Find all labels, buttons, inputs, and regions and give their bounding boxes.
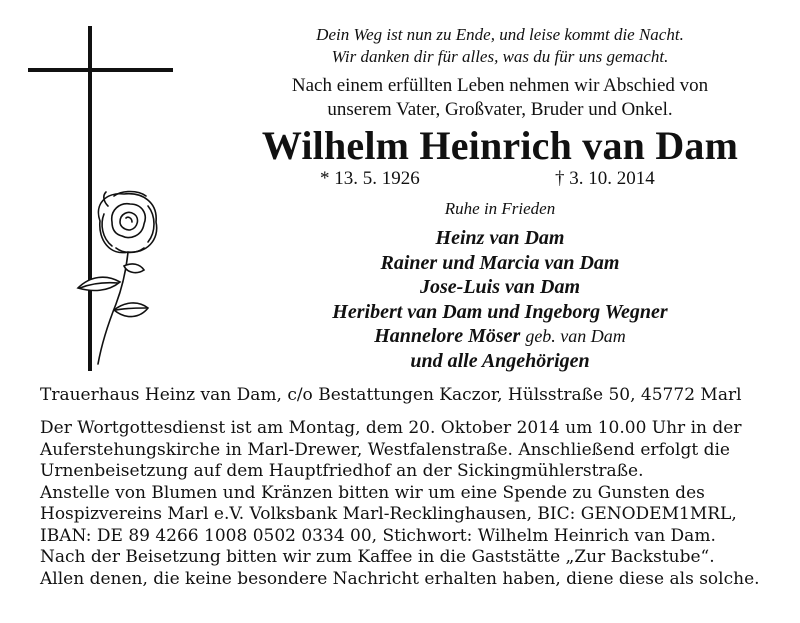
- mourner: Heribert van Dam und Ingeborg Wegner: [332, 300, 668, 323]
- rest-in-peace: Ruhe in Frieden: [444, 199, 556, 218]
- info-line: Nach der Beisetzung bitten wir zum Kaffee in die Gaststätte „Zur Backstube“.: [40, 547, 715, 567]
- maiden-name: geb. van Dam: [525, 326, 626, 346]
- mourner: Hannelore Möser: [374, 325, 521, 347]
- mourner-with-maiden-name: [230, 324, 770, 349]
- birth-date: * 13. 5. 1926: [320, 168, 420, 189]
- memorial-quote: [230, 24, 770, 68]
- cross-with-rose-icon: [28, 26, 173, 371]
- mourner: Rainer und Marcia van Dam: [380, 251, 620, 274]
- deceased-name: Wilhelm Heinrich van Dam: [261, 123, 739, 168]
- info-line: Hospizvereins Marl e.V. Volksbank Marl-Recklinghausen, BIC: GENODEM1MRL,: [40, 504, 737, 524]
- info-line: IBAN: DE 89 4266 1008 0502 0334 00, Stichwort: Wilhelm Heinrich van Dam.: [40, 525, 716, 546]
- quote-line: Wir danken dir für alles, was du für uns gemacht.: [331, 47, 669, 66]
- info-line: Auferstehungskirche in Marl-Drewer, Westfalenstraße. Anschließend erfolgt die: [40, 439, 730, 460]
- mourning-house-address: Trauerhaus Heinz van Dam, c/o Bestattungen Kaczor, Hülsstraße 50, 45772 Marl: [40, 385, 742, 405]
- mourner: Jose-Luis van Dam: [420, 276, 580, 298]
- mourner: und alle Angehörigen: [410, 349, 590, 372]
- death-date: † 3. 10. 2014: [555, 168, 655, 189]
- mourners-list: [230, 226, 770, 373]
- quote-line: Dein Weg ist nun zu Ende, und leise kommt die Nacht.: [316, 25, 684, 44]
- info-line: Allen denen, die keine besondere Nachricht erhalten haben, diene diese als solche.: [40, 568, 760, 589]
- life-dates: [230, 168, 770, 192]
- farewell-intro: [230, 74, 770, 122]
- cross-icon: [28, 26, 173, 371]
- info-line: Der Wortgottesdienst ist am Montag, dem 20. Oktober 2014 um 10.00 Uhr in der: [40, 418, 742, 438]
- info-line: Anstelle von Blumen und Kränzen bitten wir um eine Spende zu Gunsten des: [40, 482, 705, 503]
- intro-line: Nach einem erfüllten Leben nehmen wir Abschied von: [291, 75, 709, 96]
- service-information: [40, 418, 785, 590]
- info-line: Urnenbeisetzung auf dem Hauptfriedhof an der Sickingmühlerstraße.: [40, 461, 644, 481]
- intro-line: unserem Vater, Großvater, Bruder und Onkel.: [327, 99, 673, 120]
- mourner: Heinz van Dam: [435, 227, 565, 249]
